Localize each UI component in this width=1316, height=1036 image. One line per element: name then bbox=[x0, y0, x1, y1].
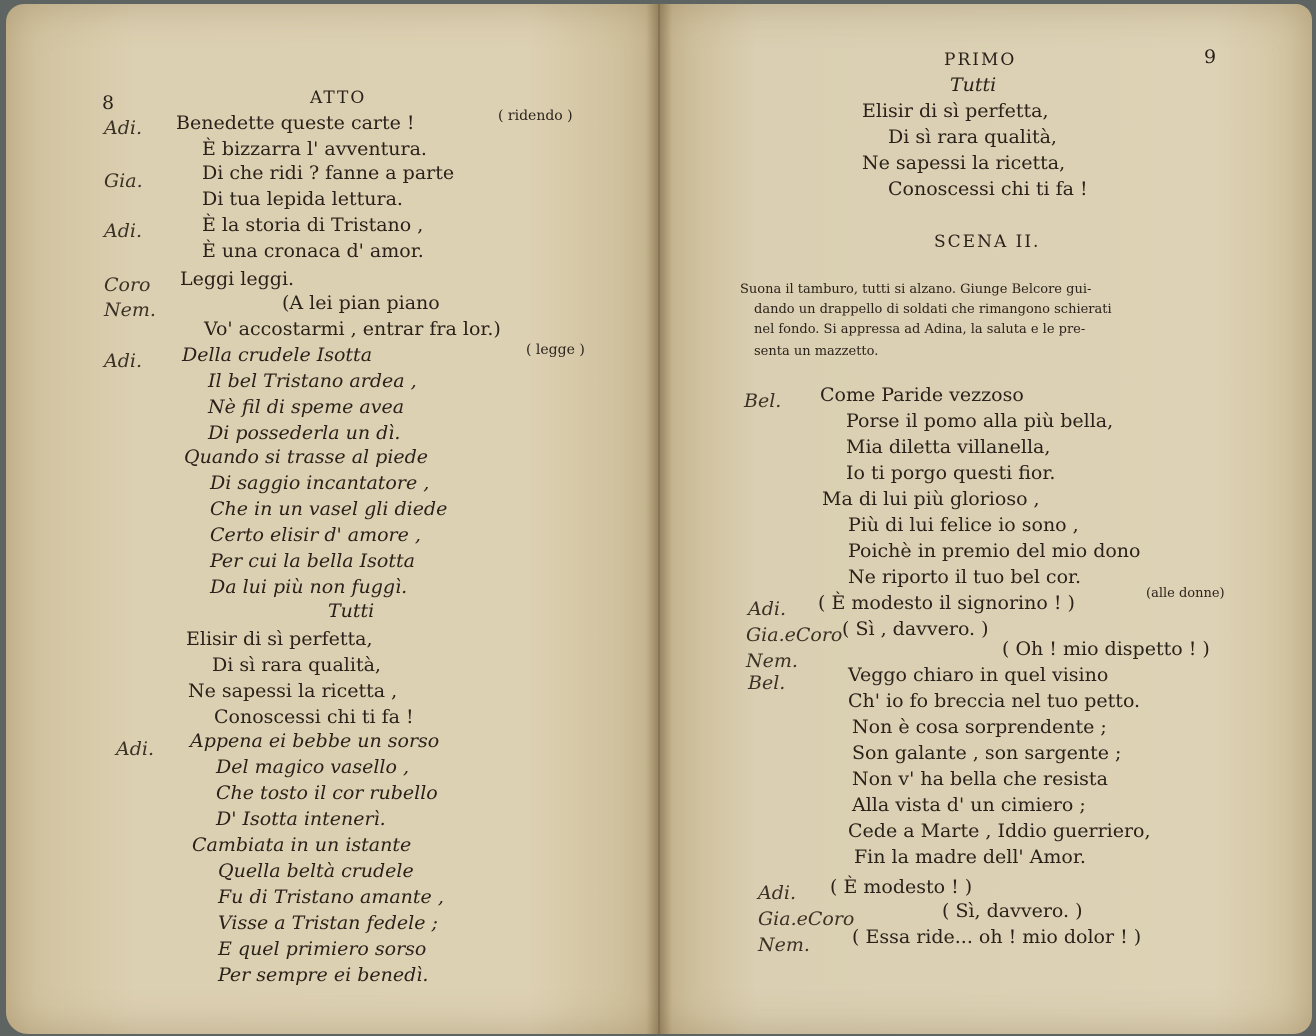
verse-line: Per sempre ei benedì. bbox=[218, 964, 429, 986]
verse-line: Mia diletta villanella, bbox=[846, 436, 1051, 458]
speaker: Nem. bbox=[746, 650, 798, 672]
verse-line: Di sì rara qualità, bbox=[212, 654, 381, 676]
verse-line: Cede a Marte , Iddio guerriero, bbox=[848, 820, 1151, 842]
verse-line: Di sì rara qualità, bbox=[888, 126, 1057, 148]
speaker: Gia. bbox=[104, 170, 143, 192]
verse-line: Alla vista d' un cimiero ; bbox=[852, 794, 1086, 816]
stage-direction: ( legge ) bbox=[526, 342, 585, 358]
speaker: Adi. bbox=[104, 117, 142, 139]
speaker: Adi. bbox=[104, 220, 142, 242]
verse-line: E quel primiero sorso bbox=[218, 938, 427, 960]
verse-line: Conoscessi chi ti fa ! bbox=[888, 178, 1088, 200]
verse-line: Che tosto il cor rubello bbox=[216, 782, 438, 804]
speaker: Bel. bbox=[748, 672, 786, 694]
page-number: 9 bbox=[1204, 46, 1217, 68]
scene-heading: SCENA II. bbox=[934, 232, 1041, 252]
verse-line: Visse a Tristan fedele ; bbox=[218, 912, 438, 934]
running-header: PRIMO bbox=[944, 50, 1017, 70]
verse-line: ( Sì, davvero. ) bbox=[942, 900, 1083, 922]
verse-line: Ma di lui più glorioso , bbox=[822, 488, 1040, 510]
verse-line: Ne riporto il tuo bel cor. bbox=[848, 566, 1082, 588]
stage-direction: ( ridendo ) bbox=[498, 108, 573, 124]
verse-line: Più di lui felice io sono , bbox=[848, 514, 1079, 536]
verse-line: D' Isotta intenerì. bbox=[216, 808, 386, 830]
verse-line: È la storia di Tristano , bbox=[202, 214, 424, 236]
speaker: Adi. bbox=[104, 350, 142, 372]
running-header: ATTO bbox=[310, 88, 367, 108]
verse-line: Cambiata in un istante bbox=[192, 834, 412, 856]
verse-line: Quando si trasse al piede bbox=[184, 446, 429, 468]
verse-line: Fu di Tristano amante , bbox=[218, 886, 444, 908]
verse-line: Di saggio incantatore , bbox=[210, 472, 430, 494]
speaker: Nem. bbox=[104, 299, 156, 321]
verse-line: Benedette queste carte ! bbox=[176, 112, 415, 134]
verse-line: Leggi leggi. bbox=[180, 268, 295, 290]
verse-line: È una cronaca d' amor. bbox=[202, 240, 424, 262]
verse-line: Certo elisir d' amore , bbox=[210, 524, 421, 546]
verse-line: Di possederla un dì. bbox=[208, 422, 401, 444]
verse-line: Elisir di sì perfetta, bbox=[186, 628, 373, 650]
verse-line: Conoscessi chi ti fa ! bbox=[214, 706, 414, 728]
verse-line: Appena ei bebbe un sorso bbox=[190, 730, 440, 752]
verse-line: Quella beltà crudele bbox=[218, 860, 414, 882]
verse-line: Per cui la bella Isotta bbox=[210, 550, 415, 572]
verse-line: Ch' io fo breccia nel tuo petto. bbox=[848, 690, 1141, 712]
verse-line: Il bel Tristano ardea , bbox=[208, 370, 417, 392]
verse-line: ( Essa ride... oh ! mio dolor ! ) bbox=[852, 926, 1142, 948]
verse-line: Fin la madre dell' Amor. bbox=[854, 846, 1086, 868]
verse-line: ( È modesto ! ) bbox=[830, 876, 973, 898]
speaker: Gia.eCoro bbox=[746, 624, 843, 646]
verse-line: (A lei pian piano bbox=[282, 292, 440, 314]
verse-line: Son galante , son sargente ; bbox=[852, 742, 1122, 764]
speaker: Gia.eCoro bbox=[758, 908, 855, 930]
verse-line: Vo' accostarmi , entrar fra lor.) bbox=[204, 318, 501, 340]
verse-line: Io ti porgo questi fior. bbox=[846, 462, 1056, 484]
left-page bbox=[6, 4, 658, 1034]
verse-line: Come Paride vezzoso bbox=[820, 384, 1024, 406]
book-gutter bbox=[646, 4, 672, 1034]
right-page bbox=[658, 4, 1312, 1034]
stage-direction-line: nel fondo. Si appressa ad Adina, la saluta e le pre- bbox=[754, 322, 1086, 337]
verse-line: Della crudele Isotta bbox=[182, 344, 373, 366]
verse-line: Non v' ha bella che resista bbox=[852, 768, 1108, 790]
verse-line: Del magico vasello , bbox=[216, 756, 410, 778]
verse-line: È bizzarra l' avventura. bbox=[202, 138, 427, 160]
stage-direction-line: Suona il tamburo, tutti si alzano. Giunge Belcore gui- bbox=[740, 282, 1092, 297]
stage-direction-line: senta un mazzetto. bbox=[754, 344, 879, 359]
speaker: Nem. bbox=[758, 934, 810, 956]
verse-line: Tutti bbox=[328, 600, 375, 622]
speaker: Adi. bbox=[758, 882, 796, 904]
verse-line: Porse il pomo alla più bella, bbox=[846, 410, 1114, 432]
open-book bbox=[6, 4, 1312, 1034]
page-number: 8 bbox=[102, 92, 115, 114]
verse-line: Da lui più non fuggì. bbox=[210, 576, 408, 598]
verse-line: Di che ridi ? fanne a parte bbox=[202, 162, 455, 184]
verse-line: Tutti bbox=[950, 74, 997, 96]
speaker: Adi. bbox=[116, 738, 154, 760]
verse-line: Veggo chiaro in quel visino bbox=[848, 664, 1109, 686]
speaker: Coro bbox=[104, 274, 151, 296]
stage-direction-line: dando un drappello di soldati che rimangono schierati bbox=[754, 302, 1112, 317]
verse-line: Che in un vasel gli diede bbox=[210, 498, 448, 520]
verse-line: ( Sì , davvero. ) bbox=[842, 618, 989, 640]
verse-line: Nè fil di speme avea bbox=[208, 396, 405, 418]
verse-line: Ne sapessi la ricetta, bbox=[862, 152, 1066, 174]
speaker: Adi. bbox=[748, 598, 786, 620]
verse-line: Elisir di sì perfetta, bbox=[862, 100, 1049, 122]
verse-line: Non è cosa sorprendente ; bbox=[852, 716, 1107, 738]
verse-line: ( Oh ! mio dispetto ! ) bbox=[1002, 638, 1210, 660]
verse-line: Poichè in premio del mio dono bbox=[848, 540, 1141, 562]
speaker: Bel. bbox=[744, 390, 782, 412]
verse-line: Ne sapessi la ricetta , bbox=[188, 680, 398, 702]
verse-line: ( È modesto il signorino ! ) bbox=[818, 592, 1075, 614]
verse-line: Di tua lepida lettura. bbox=[202, 188, 403, 210]
stage-direction: (alle donne) bbox=[1146, 586, 1225, 601]
